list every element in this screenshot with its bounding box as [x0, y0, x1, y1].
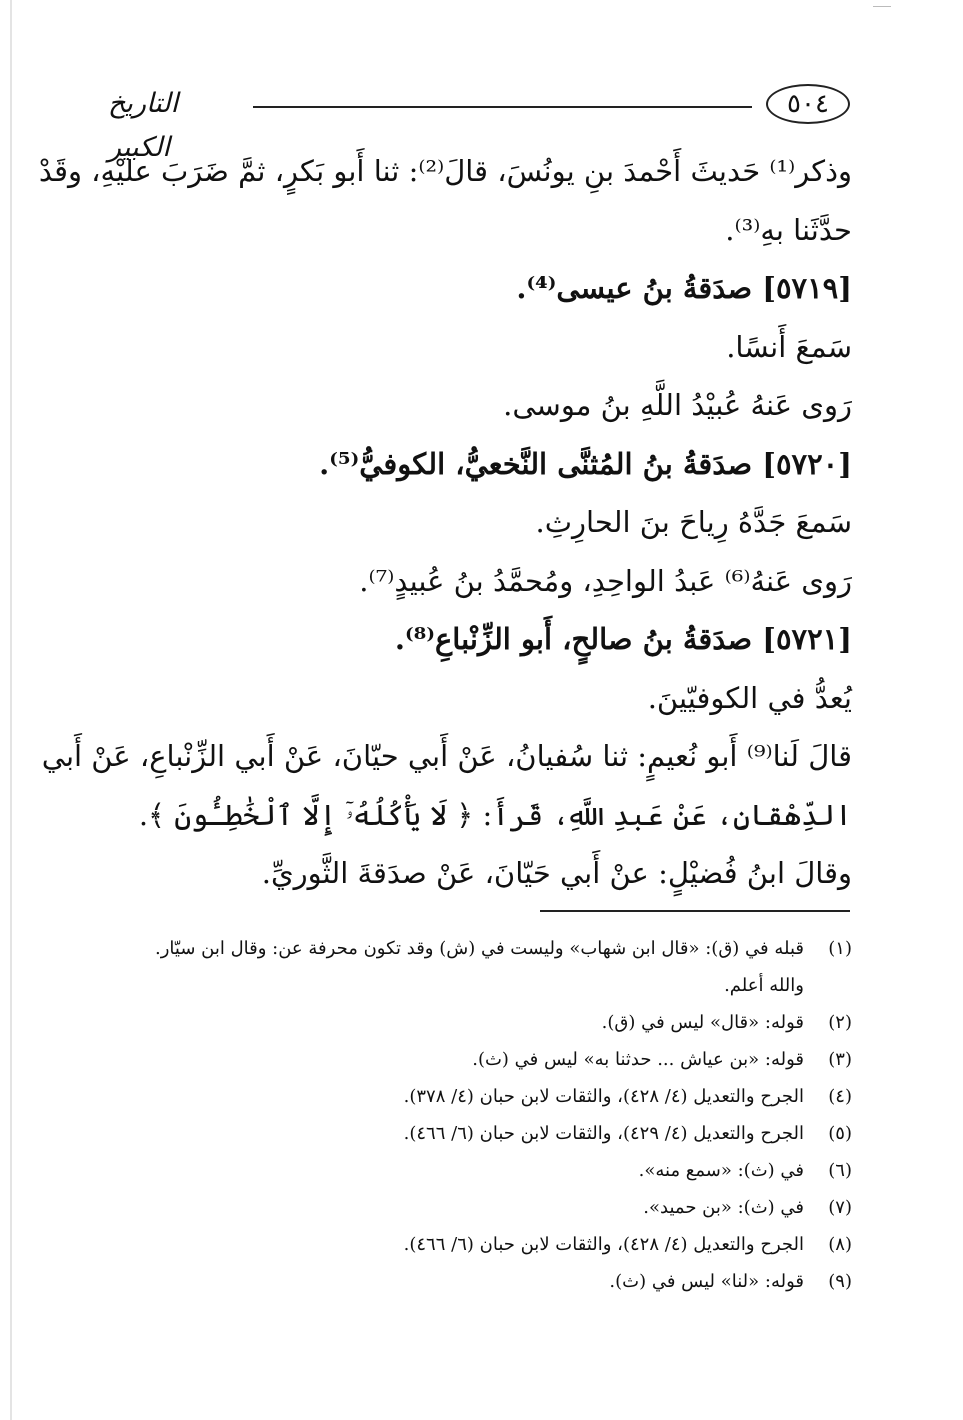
- entry-heading: [٥٧١٩] صدَقةُ بنُ عيسى⁽⁴⁾.: [516, 271, 852, 305]
- text-line: يُعدُّ في الكوفيّينَ.: [647, 680, 852, 715]
- text-line: سَمعَ جَدَّهُ رِياحَ بنَ الحارِثِ.: [535, 505, 852, 539]
- footnote-number: (٦): [828, 1160, 852, 1181]
- header-rule: [253, 106, 752, 108]
- footnote-continuation: والله أعلم.: [724, 975, 804, 996]
- footnote-text: الجرح والتعديل (٤/ ٤٢٩)، والثقات لابن حبان (٦/ ٤٦٦).: [403, 1123, 804, 1144]
- running-header: [108, 82, 850, 163]
- footnote: [96, 1263, 852, 1300]
- entry-heading: [٥٧٢٠] صدَقةُ بنُ المُثنَّى النَّخعيُّ، الكوفيُّ⁽⁵⁾.: [319, 446, 852, 481]
- text-line: رَوى عَنهُ⁽⁶⁾ عَبدُ الواحِدِ، ومُحمَّدُ بنُ عُبيدٍ⁽⁷⁾.: [359, 563, 852, 598]
- footnote-text: الجرح والتعديل (٤/ ٤٢٨)، والثقات لابن حبان (٤/ ٣٧٨).: [403, 1086, 804, 1107]
- footnotes: [96, 930, 852, 1300]
- footnote-text: قوله: «بن عياش ... حدثنا به» ليس في (ث).: [472, 1049, 804, 1070]
- footnote-text: في (ث): «سمع منه».: [638, 1160, 804, 1181]
- text-line: وذكر⁽¹⁾ حَديثَ أَحْمدَ بنِ يونُسَ، قالَ⁽²⁾: ثنا أَبو بَكرٍ، ثمَّ ضَرَبَ عليْهِ، وقَدْ: [38, 154, 852, 188]
- footnote: [96, 1115, 852, 1152]
- footnote-number: (٥): [828, 1123, 852, 1144]
- page-edge: [10, 0, 12, 1420]
- footnote: [96, 1078, 852, 1115]
- footnote-number: (٧): [828, 1197, 852, 1218]
- footnote-number: (١): [828, 938, 852, 959]
- footnote: [96, 930, 852, 967]
- footnote-number: (٨): [828, 1234, 852, 1255]
- footnote-number: (٢): [828, 1012, 852, 1033]
- text-line: وقالَ ابنُ فُضيْلٍ: عنْ أَبي حَيّانَ، عَنْ صدَقةَ الثَّوريِّ.: [261, 856, 852, 890]
- footnote: [96, 1041, 852, 1078]
- text-line: رَوى عَنهُ عُبيْدُ اللَّهِ بنُ موسى.: [503, 388, 852, 422]
- footnote-separator: [540, 910, 850, 912]
- entry-heading: [٥٧٢١] صدَقةُ بنُ صالحٍ، أَبو الزِّنْباعِ⁽⁸⁾.: [394, 622, 852, 656]
- main-text: [38, 142, 852, 903]
- footnote-text: في (ث): «بن حميد».: [643, 1197, 804, 1218]
- footnote: [96, 1189, 852, 1226]
- footnote: [96, 1226, 852, 1263]
- footnote: [96, 1152, 852, 1189]
- footnote-text: قبله في (ق): «قال ابن شهاب» وليست في (ش) وقد تكون محرفة عن: وقال ابن سيّار.: [155, 938, 804, 959]
- edge-mark: [873, 6, 891, 7]
- book-title: التاريخ الكبير: [108, 88, 179, 163]
- text-line: قالَ لَنا⁽⁹⁾ أَبو نُعيمٍ: ثنا سُفيانُ، عَنْ أَبي حيّانَ، عَنْ أَبي الزِّنْباعِ، عَنْ أَبي: [41, 739, 852, 773]
- page-number: ٥٠٤: [766, 84, 850, 124]
- footnote-number: (٩): [828, 1271, 852, 1292]
- footnote-number: (٤): [828, 1086, 852, 1107]
- text-line: سَمعَ أَنسًا.: [726, 329, 852, 364]
- footnote-text: قوله: «قال» ليس في (ق).: [601, 1012, 804, 1033]
- footnote-number: (٣): [828, 1049, 852, 1070]
- footnote-text: قوله: «لنا» ليس في (ث).: [609, 1271, 804, 1292]
- footnote-text: الجرح والتعديل (٤/ ٤٢٨)، والثقات لابن حبان (٦/ ٤٦٦).: [403, 1234, 804, 1255]
- footnote: [96, 1004, 852, 1041]
- text-line: الدِّهْقانِ، عَنْ عَبدِ اللَّهِ، قَرأَ: ﴿ لَا يَأْكُلُهُۥٓ إِلَّا ٱلْخَٰطِـُٔونَ ﴾.: [138, 797, 852, 832]
- text-line: حدَّثَنا بهِ⁽³⁾.: [725, 212, 852, 247]
